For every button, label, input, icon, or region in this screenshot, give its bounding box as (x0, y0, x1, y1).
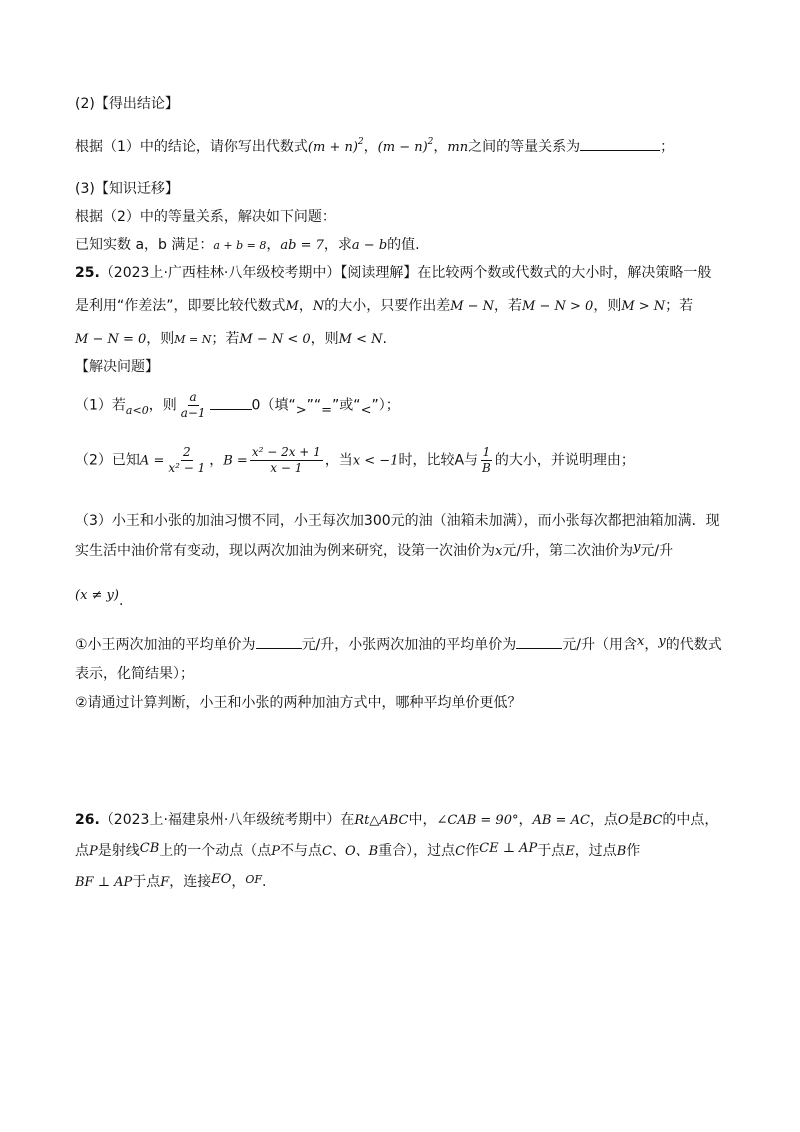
condition: a<0 (125, 403, 149, 417)
q24-part2-question (75, 136, 674, 159)
text: 表示，化简结果）； (75, 666, 194, 682)
q25-intro-line2 (75, 296, 693, 317)
text: 元/升，第二次油价为 (502, 543, 634, 559)
text: ②请通过计算判断，小王和小张的两种加油方式中，哪种平均单价更低？ (75, 695, 522, 711)
q24-part3-line1 (75, 207, 336, 227)
text: ， (363, 139, 378, 155)
text: 不与点 (280, 843, 322, 859)
fraction-one-over-b: $\frac{1}{B}$ (482, 445, 491, 475)
text: ，则 (593, 298, 622, 314)
text: 重合），过点 (378, 843, 456, 859)
symbol-eq: = (321, 402, 333, 418)
text: 的值. (387, 237, 420, 253)
var-m: M (285, 299, 299, 314)
text: 实生活中油价常有变动，现以两次加油为例来研究，设第一次油价为 (75, 543, 495, 559)
fraction-b: $\frac{\text{x² − 2x + 1}}{x - 1}$ (251, 445, 321, 475)
q25-part3-line1 (75, 511, 720, 531)
text: （3）小王和小张的加油习惯不同，小王每次加300元的油（油箱未加满），而小张每次都把油箱加满．现 (75, 513, 720, 529)
text: 的代数式 (665, 637, 722, 653)
text: ，点 (589, 812, 618, 828)
condition-x-neq-y: (x ≠ y) (75, 588, 119, 603)
q25-intro-line1 (75, 263, 711, 283)
text: ”“ (306, 397, 322, 414)
text: 是利用“作差法”，即要比较代数式 (75, 298, 286, 314)
text: （2）已知 (75, 452, 140, 469)
text: 作 (465, 843, 480, 859)
ray-cb: CB (139, 841, 160, 856)
q24-part3-line2 (75, 235, 420, 256)
q26-line2 (75, 841, 640, 862)
text: 元/升，小张两次加油的平均单价为 (301, 637, 517, 653)
text: ，若 (494, 298, 523, 314)
text: 之间的等量关系为 (468, 139, 581, 155)
var-x: x (495, 544, 503, 559)
segment-of: OF (245, 873, 263, 886)
q25-sub1-line2 (75, 664, 194, 684)
text: ，则 (146, 331, 175, 347)
var-n: N (312, 299, 325, 314)
symbol-gt: > (295, 402, 307, 418)
text: ， (644, 637, 659, 653)
q25-part3-line2 (75, 541, 673, 562)
bf-perp-ap: BF ⊥ AP (75, 875, 133, 890)
condition: x < −1 (352, 453, 399, 469)
segment-bc: BC (642, 813, 663, 828)
answer-blank-wang[interactable] (256, 634, 302, 649)
points-cob: C、O、B (322, 844, 379, 859)
expr: M > N (621, 299, 666, 314)
text: 作 (626, 843, 641, 859)
text: . (262, 874, 267, 890)
heading-text: 【解决问题】 (75, 359, 159, 375)
expr-sum-squared: $(m + n)^2$ (307, 137, 364, 155)
condition-product: ab = 7 (280, 238, 324, 253)
condition-sum: a + b = 8 (213, 239, 267, 252)
text: ， (266, 237, 281, 253)
var-y: y (633, 540, 641, 555)
text: 的大小，并说明理由； (494, 452, 635, 469)
expr-diff-squared: $(m - n)^2$ (377, 137, 434, 155)
text: 根据（2）中的等量关系，解决如下问题： (75, 209, 336, 225)
text: ”）； (371, 397, 400, 414)
point-b: B (616, 844, 627, 859)
expr: M − N < 0 (239, 332, 311, 347)
var-y: y (658, 634, 666, 649)
text: （1）若 (75, 397, 126, 414)
q25-solve-heading (75, 357, 159, 377)
text: ， (231, 874, 246, 890)
expr: M < N (338, 332, 383, 347)
text: 上的一个动点（点 (159, 843, 272, 859)
b-lhs: B = (223, 453, 248, 469)
question-tag: 【阅读理解】 (340, 265, 418, 281)
point-p: P (271, 844, 280, 859)
text: 于点 (537, 843, 566, 859)
text: ；若 (211, 331, 240, 347)
text: ①小王两次加油的平均单价为 (75, 637, 256, 653)
text: 是射线 (97, 843, 140, 859)
text: ，连接 (169, 874, 212, 890)
symbol-lt: < (360, 402, 372, 418)
text: ”或“ (332, 397, 361, 414)
text: ， (298, 298, 313, 314)
expr: M − N = 0 (75, 332, 147, 347)
expr: M = N (174, 333, 212, 346)
a-lhs: A = (139, 453, 165, 469)
text: . (118, 593, 124, 609)
text: ，当 (324, 452, 353, 469)
heading-text: (2)【得出结论】 (75, 96, 179, 112)
text: 是 (628, 812, 643, 828)
text: 时，比较A与 (398, 452, 479, 469)
angle-cab: ∠CAB = 90° (436, 813, 519, 828)
q25-intro-line3 (75, 329, 387, 350)
heading-text: (3)【知识迁移】 (75, 181, 179, 197)
triangle-abc: Rt△ABC (354, 813, 409, 828)
text: ， (433, 139, 448, 155)
answer-blank[interactable] (210, 395, 252, 410)
text: ； (660, 139, 675, 155)
target-expr: a − b (351, 238, 388, 253)
point-c: C (455, 844, 466, 859)
q25-sub2 (75, 693, 522, 713)
segment-eo: EO (211, 872, 232, 887)
text: 的大小，只要作出差 (324, 298, 451, 314)
text: 元/升（用含 (562, 637, 637, 653)
text: ， (209, 452, 224, 469)
text: ，过点 (574, 843, 617, 859)
expr: M − N (450, 299, 495, 314)
text: 已知实数 a，b 满足： (75, 237, 214, 253)
point-e: E (565, 844, 575, 859)
text: ，则 (310, 331, 339, 347)
text: 根据（1）中的结论，请你写出代数式 (75, 139, 308, 155)
ce-perp-ap: CE ⊥ AP (479, 841, 538, 856)
text: 元/升 (640, 543, 674, 559)
q24-part2-heading (75, 94, 179, 114)
text: ， (518, 812, 533, 828)
fraction-a-over-a-minus-1: $\frac{a}{a-1}$ (180, 390, 206, 420)
text: 于点 (132, 874, 161, 890)
q25-part1 (75, 390, 400, 422)
text: 中， (408, 812, 437, 828)
fraction-a: $\frac{2}{\text{x² − 1}}$ (168, 445, 206, 475)
point-p: P (89, 844, 98, 859)
question-source: （2023上·广西桂林·八年级校考期中） (99, 265, 341, 281)
text: ，则 (148, 397, 177, 414)
text: ，求 (323, 237, 352, 253)
question-source: （2023上·福建泉州·八年级统考期中）在 (99, 812, 355, 828)
expr: M − N > 0 (522, 299, 594, 314)
point-o: O (617, 813, 629, 828)
ab-eq-ac: AB = AC (532, 813, 590, 828)
point-f: F (160, 875, 170, 890)
text: 在比较两个数或代数式的大小时，解决策略一般 (417, 265, 712, 281)
question-number: 25. (75, 265, 100, 281)
q26-line3 (75, 872, 267, 893)
q25-part2 (75, 445, 635, 477)
text: ；若 (665, 298, 694, 314)
text: 0（填“ (251, 397, 296, 414)
text: 点 (75, 843, 89, 859)
expr-mn: mn (447, 140, 469, 155)
q24-part3-heading (75, 179, 179, 199)
question-number: 26. (75, 812, 100, 828)
text: 的中点， (662, 812, 719, 828)
text: . (382, 331, 387, 347)
answer-blank[interactable] (580, 136, 660, 151)
q25-part3-line3 (75, 585, 124, 609)
q25-sub1 (75, 634, 722, 656)
answer-blank-zhang[interactable] (516, 634, 562, 649)
var-x: x (637, 634, 645, 649)
q26-line1 (75, 810, 718, 831)
